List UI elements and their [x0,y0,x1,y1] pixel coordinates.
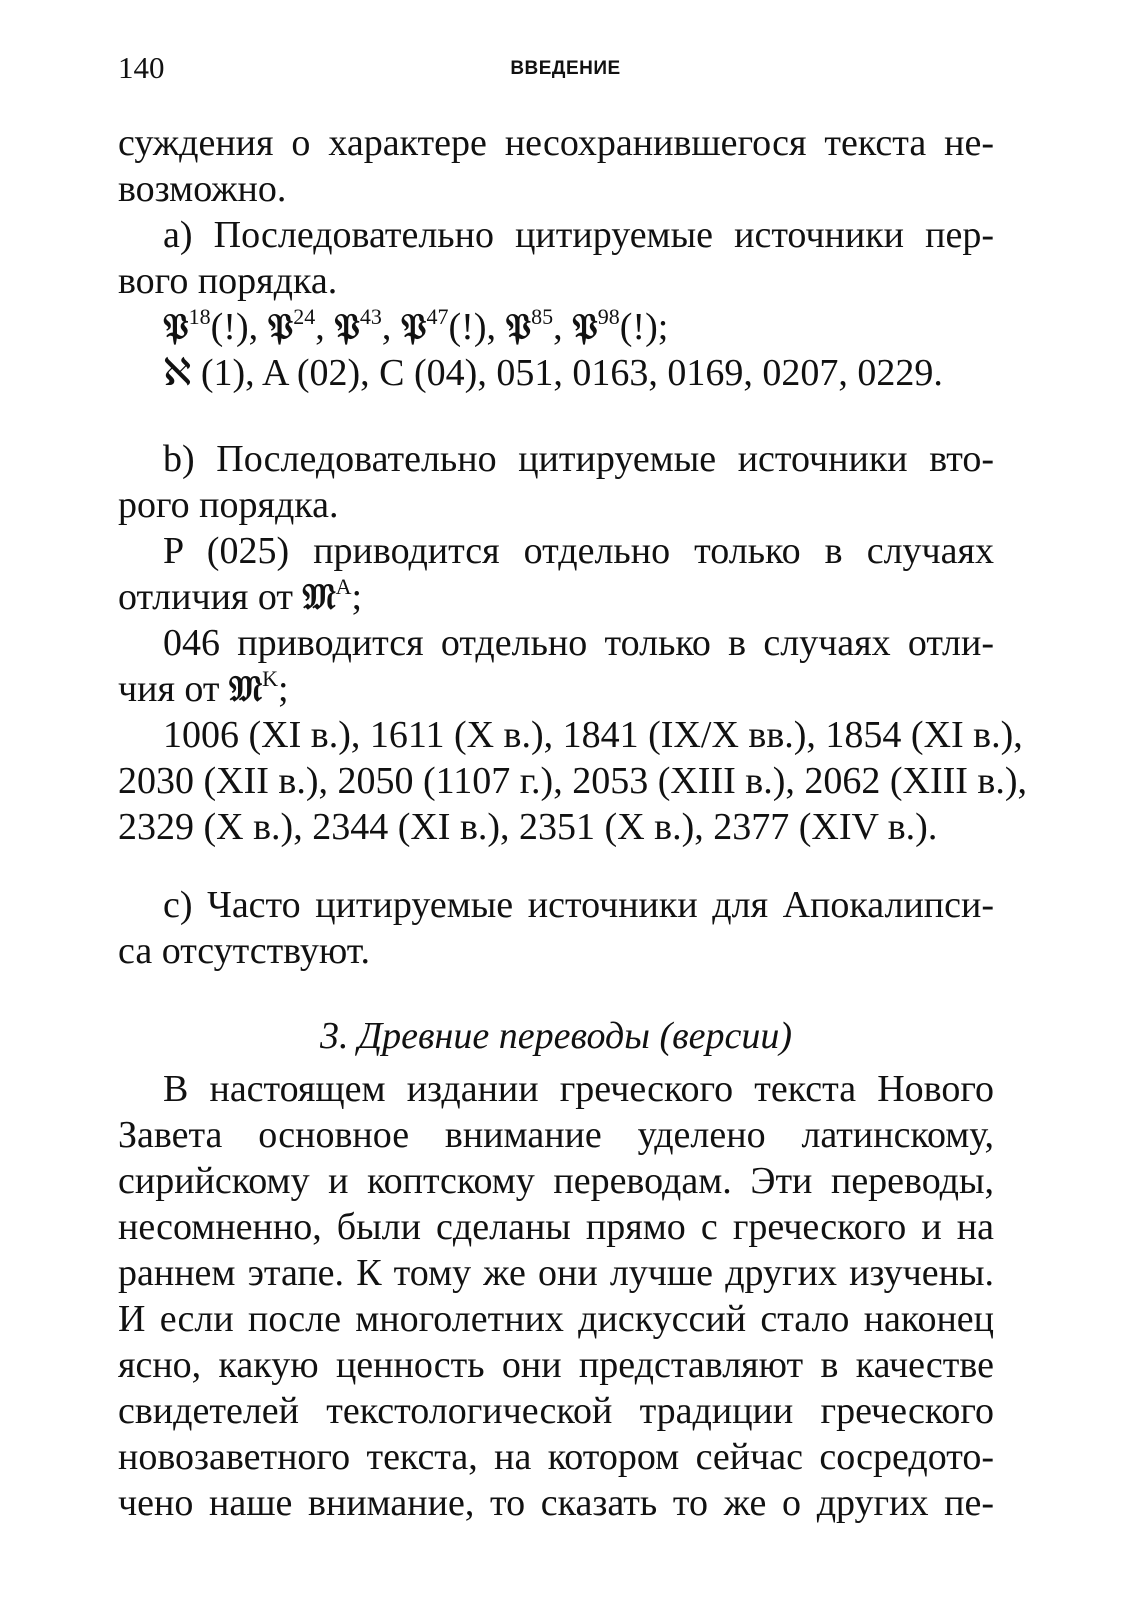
papyrus-siglum: 𝔓$^{18}$(!), [163,304,268,348]
section-b-title: b) Последовательно цитируемые источники вто- [163,438,994,480]
papyrus-siglum: 𝔓$^{98}$(!); [572,304,669,348]
body-line: И если после многолетних дискуссий стало наконец [118,1298,994,1340]
page-header [118,50,1013,90]
page-number: 140 [118,50,165,85]
papyrus-symbol: 𝔓 [267,306,294,348]
papyrus-symbol: 𝔓 [505,306,532,348]
papyrus-symbol: 𝔓 [334,306,360,348]
minuscules-line: 2329 (X в.), 2344 (XI в.), 2351 (X в.), 2377 (XIV в.). [118,806,938,848]
text-line: суждения о характере несохранившегося текста не- [118,122,994,164]
papyri-list [163,304,994,350]
text-line: P (025) приводится отдельно только в случаях [163,530,994,572]
body-line: чено наше внимание, то сказать то же о других пе- [118,1482,994,1524]
body-line: раннем этапе. К тому же они лучше других изучены. [118,1252,994,1294]
majority-text-symbol: 𝔐 [229,668,263,710]
body-line: Завета основное внимание уделено латинскому, [118,1114,994,1156]
running-title: ВВЕДЕНИЕ [510,58,621,79]
papyrus-siglum: 𝔓$^{24}$, [267,304,335,348]
papyrus-siglum: 𝔓$^{47}$(!), [400,304,506,348]
majority-text-symbol: 𝔐 [302,576,336,618]
text-line: отличия от 𝔐$^A$; [118,574,363,618]
text-line: 046 приводится отдельно только в случаях отли- [163,622,994,664]
text-line: чия от 𝔐$^K$; [118,666,289,710]
papyrus-symbol: 𝔓 [163,306,189,348]
body-line: свидетелей текстологической традиции греческого [118,1390,994,1432]
section-c-title: с) Часто цитируемые источники для Апокалипси- [163,884,994,926]
papyrus-symbol: 𝔓 [400,306,427,348]
papyrus-siglum: 𝔓$^{85}$, [505,304,573,348]
minuscules-line: 1006 (XI в.), 1611 (X в.), 1841 (IX/X вв.), 1854 (XI в.), [163,714,1023,756]
text-line: са отсутствуют. [118,930,370,972]
section-a-title: а) Последовательно цитируемые источники пер- [163,214,994,256]
body-line: ясно, какую ценность они представляют в качестве [118,1344,994,1386]
text-line: вого порядка. [118,260,338,302]
body-line: новозаветного текста, на котором сейчас сосредото- [118,1436,994,1478]
body-line: сирийскому и коптскому переводам. Эти переводы, [118,1160,994,1202]
body-line: В настоящем издании греческого текста Нового [163,1068,994,1110]
papyrus-siglum: 𝔓$^{43}$, [334,304,401,348]
text-line: возможно. [118,168,287,210]
uncials-list: ℵ (1), A (02), C (04), 051, 0163, 0169, 0207, 0229. [163,352,943,394]
minuscules-line: 2030 (XII в.), 2050 (1107 г.), 2053 (XIII в.), 2062 (XIII в.), [118,760,1028,802]
body-line: несомненно, были сделаны прямо с греческого и на [118,1206,994,1248]
papyrus-symbol: 𝔓 [572,306,598,348]
section-heading: 3. Древние переводы (версии) [320,1015,792,1057]
text-line: рого порядка. [118,484,339,526]
